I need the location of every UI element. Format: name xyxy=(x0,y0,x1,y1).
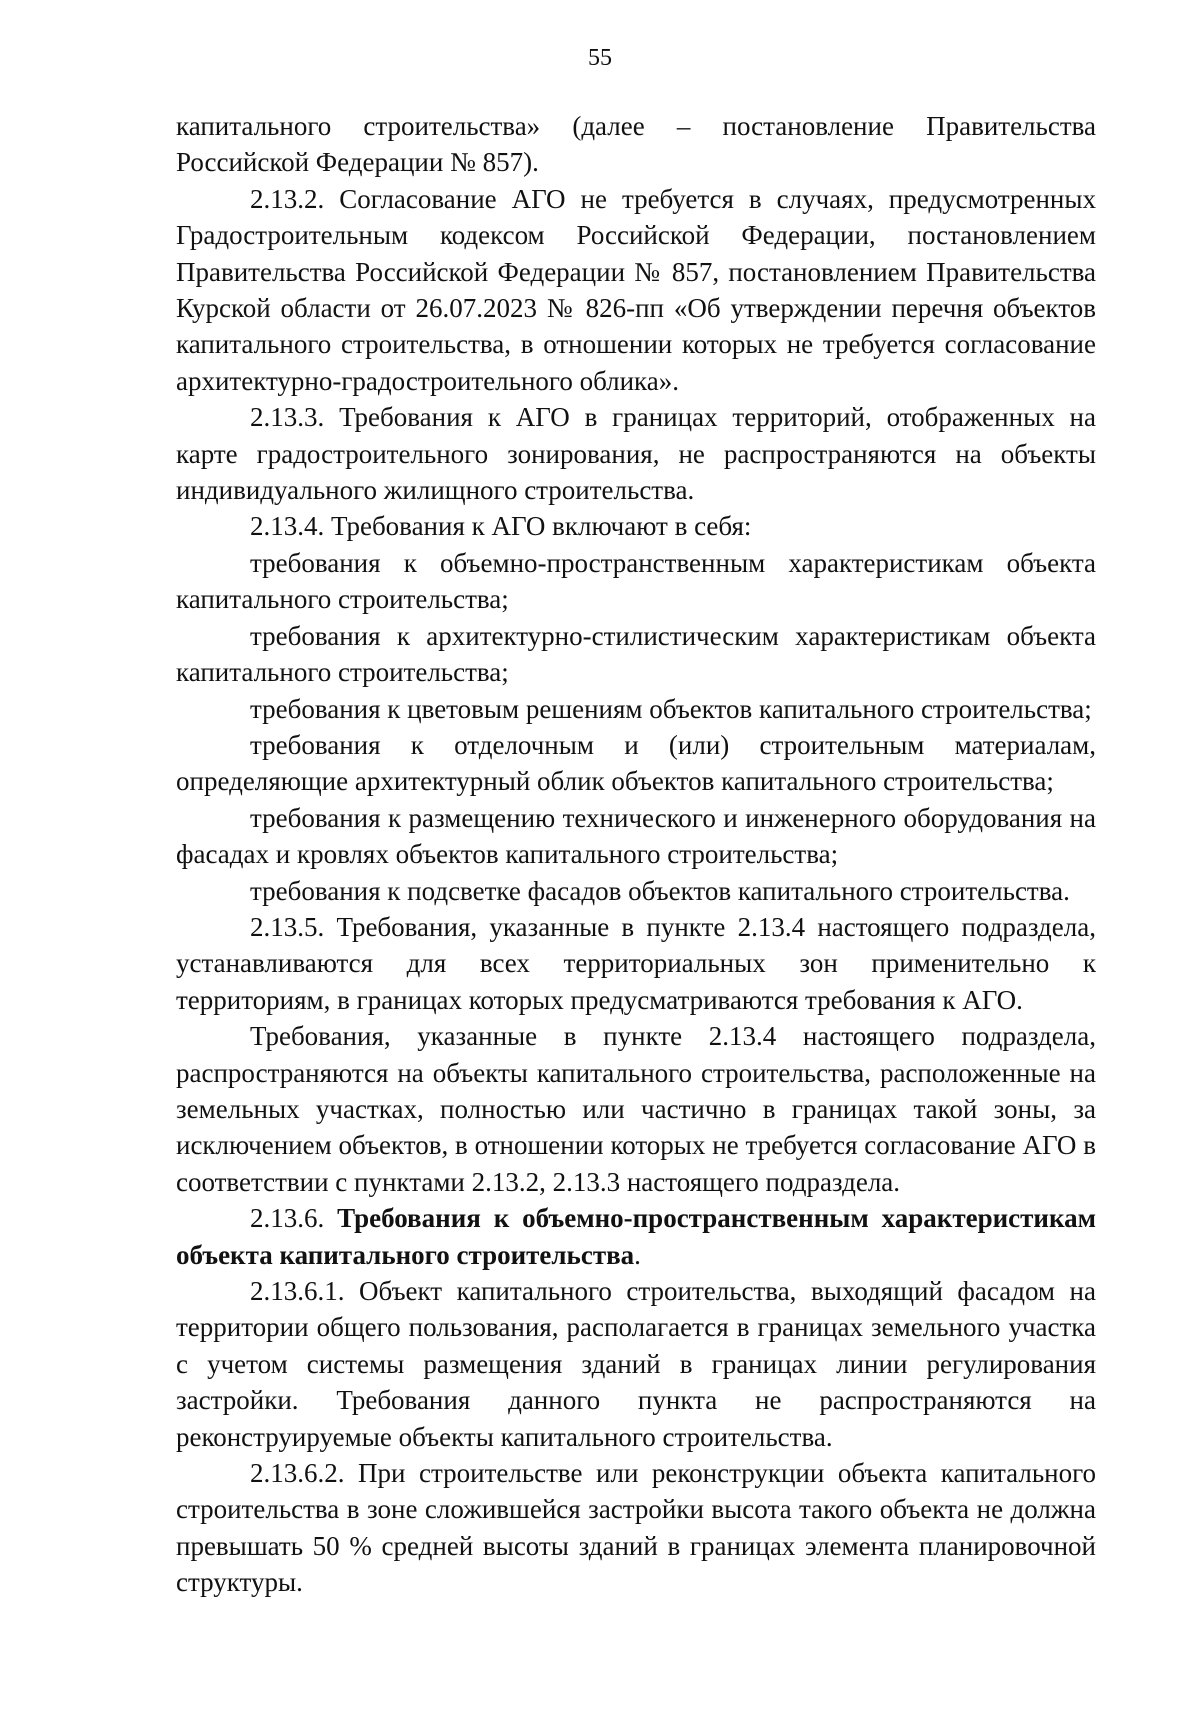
section-heading: Требования к объемно-пространственным характеристикам объекта капитального строительства xyxy=(176,1203,1096,1270)
paragraph-2-13-6-heading xyxy=(176,1200,1096,1273)
document-body xyxy=(176,108,1096,1601)
paragraph-2-13-2: 2.13.2. Согласование АГО не требуется в случаях, предусмотренных Градостроительным кодексом Российской Федерации, постановлением Правительства Российской Федерации № 857, постановлением Правительства Курской области от 26.07.2023 № 826-пп «Об утверждении перечня объектов капитального строительства, в отношении которых не требуется согласование архитектурно-градостроительного облика». xyxy=(176,183,1096,396)
paragraph-2-13-3: 2.13.3. Требования к АГО в границах территорий, отображенных на карте градостроительного зонирования, не распространяются на объекты индивидуального жилищного строительства. xyxy=(176,402,1096,506)
list-item-finishing-materials: требования к отделочным и (или) строительным материалам, определяющие архитектурный облик объектов капитального строительства; xyxy=(176,729,1096,797)
list-item-facade-lighting: требования к подсветке фасадов объектов капитального строительства. xyxy=(250,875,1070,906)
list-item-volume-spatial: требования к объемно-пространственным характеристикам объекта капитального строительства; xyxy=(176,547,1096,615)
list-item-equipment-placement: требования к размещению технического и инженерного оборудования на фасадах и кровлях объектов капитального строительства; xyxy=(176,802,1096,870)
paragraph-2-13-5: 2.13.5. Требования, указанные в пункте 2.13.4 настоящего подраздела, устанавливаются для всех территориальных зон применительно к территориям, в границах которых предусматриваются требования к АГО. xyxy=(176,911,1096,1015)
paragraph-2-13-6-2: 2.13.6.2. При строительстве или реконструкции объекта капитального строительства в зоне сложившейся застройки высота такого объекта не должна превышать 50 % средней высоты зданий в границах элемента планировочной структуры. xyxy=(176,1458,1096,1598)
paragraph-2-13-6-1: 2.13.6.1. Объект капитального строительства, выходящий фасадом на территории общего пользования, располагается в границах земельного участка с учетом системы размещения зданий в границах линии регулирования застройки. Требования данного пункта не распространяются на реконструируемые объекты капитального строительства. xyxy=(176,1276,1096,1452)
list-item-architectural-stylistic: требования к архитектурно-стилистическим характеристикам объекта капитального строительства; xyxy=(176,620,1096,688)
page-number: 55 xyxy=(588,45,612,71)
list-item-color-solutions: требования к цветовым решениям объектов капитального строительства; xyxy=(250,693,1092,724)
section-number: 2.13.6. xyxy=(250,1203,338,1234)
paragraph-continuation: капитального строительства» (далее – постановление Правительства Российской Федерации № 857). xyxy=(176,111,1096,178)
paragraph-2-13-4: 2.13.4. Требования к АГО включают в себя: xyxy=(250,511,752,542)
section-heading-period: . xyxy=(634,1239,641,1270)
paragraph-requirements-scope: Требования, указанные в пункте 2.13.4 настоящего подраздела, распространяются на объекты капитального строительства, расположенные на земельных участках, полностью или частично в границах такой зоны, за исключением объектов, в отношении которых не требуется согласование АГО в соответствии с пунктами 2.13.2, 2.13.3 настоящего подраздела. xyxy=(176,1021,1096,1197)
